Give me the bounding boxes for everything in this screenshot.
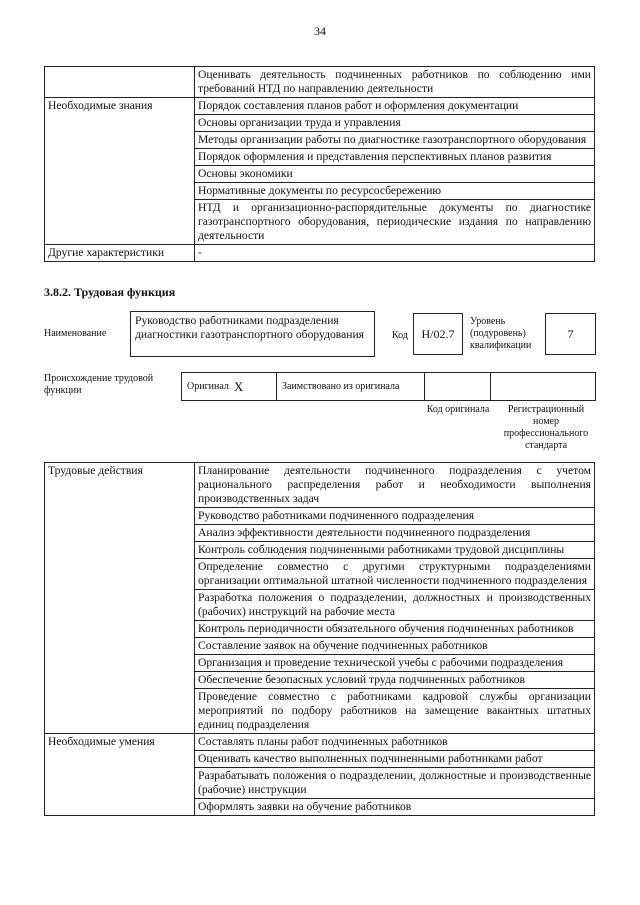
- row-text: Методы организации работы по диагностике газотранспортного оборудования: [195, 132, 595, 149]
- code-value: Н/02.7: [421, 326, 455, 341]
- row-text: Основы экономики: [195, 166, 595, 183]
- origin-table: [181, 372, 596, 401]
- level-value: 7: [567, 326, 574, 341]
- borrowed-label: Заимствовано из оригинала: [282, 380, 400, 392]
- row-text: Контроль периодичности обязательного обучения подчиненных работников: [195, 621, 595, 638]
- row-text: Организация и проведение технической учебы с рабочими подразделения: [195, 655, 595, 672]
- original-label: Оригинал: [187, 380, 229, 392]
- actions-table: [44, 462, 595, 816]
- row-text: Составление заявок на обучение подчиненных работников: [195, 638, 595, 655]
- table-row: [45, 245, 595, 262]
- row-text: Разработка положения о подразделении, должностных и производственных (рабочих) инструкций на рабочие места: [195, 590, 595, 621]
- row-text: -: [195, 245, 595, 262]
- code-label: Код: [392, 330, 408, 341]
- name-label: Наименование: [44, 328, 107, 339]
- row-text: Контроль соблюдения подчиненными работниками трудовой дисциплины: [195, 542, 595, 559]
- row-text: Определение совместно с другими структурными подразделениями организации оптимальной штатной численности подчиненного подразделения: [195, 559, 595, 590]
- row-text: Анализ эффективности деятельности подчиненного подразделения: [195, 525, 595, 542]
- row-label: [45, 67, 195, 98]
- row-text: Оформлять заявки на обучение работников: [195, 799, 595, 816]
- row-text: Оценивать качество выполненных подчиненными работниками работ: [195, 751, 595, 768]
- table-row: [45, 67, 595, 98]
- reg-number-caption: Регистрационный номер профессионального стандарта: [503, 404, 589, 451]
- function-name: Руководство работниками подразделения диагностики газотранспортного оборудования: [135, 314, 364, 341]
- row-text: Порядок составления планов работ и оформления документации: [195, 98, 595, 115]
- original-cell: [182, 373, 277, 400]
- table-row: [45, 463, 595, 508]
- origin-code-cell: [425, 373, 491, 400]
- function-name-box: [130, 311, 375, 357]
- row-text: Порядок оформления и представления перспективных планов развития: [195, 149, 595, 166]
- section-heading: 3.8.2. Трудовая функция: [44, 285, 176, 299]
- row-text: Проведение совместно с работниками кадровой службы организации мероприятий по подбору работников на замещение вакантных штатных единиц подразделения: [195, 689, 595, 734]
- borrowed-cell: [277, 373, 425, 400]
- row-text: Оценивать деятельность подчиненных работников по соблюдению ими требований НТД по направлению деятельности: [195, 67, 595, 98]
- row-label-knowledge: Необходимые знания: [45, 98, 195, 245]
- row-text: Руководство работниками подчиненного подразделения: [195, 508, 595, 525]
- row-label-skills: Необходимые умения: [45, 734, 195, 816]
- row-label-actions: Трудовые действия: [45, 463, 195, 734]
- origin-label: Происхождение трудовой функции: [44, 373, 154, 396]
- table-row: [45, 98, 595, 115]
- row-text: Разрабатывать положения о подразделении, должностные и производственные (рабочие) инструкции: [195, 768, 595, 799]
- row-text: Нормативные документы по ресурсосбережению: [195, 183, 595, 200]
- row-text: Основы организации труда и управления: [195, 115, 595, 132]
- row-text: Обеспечение безопасных условий труда подчиненных работников: [195, 672, 595, 689]
- original-mark: Х: [233, 378, 244, 394]
- row-text: Планирование деятельности подчиненного подразделения с учетом рационального распределения работ и необходимости выполнения производственных задач: [195, 463, 595, 508]
- row-text: НТД и организационно-распорядительные документы по диагностике газотранспортного оборудования, периодические издания по направлению деятельности: [195, 200, 595, 245]
- knowledge-table: [44, 66, 595, 262]
- level-label: Уровень (подуровень) квалификации: [470, 316, 532, 351]
- row-label-other: Другие характеристики: [45, 245, 195, 262]
- page-number: 34: [314, 24, 326, 38]
- table-row: [45, 734, 595, 751]
- code-box: [413, 313, 463, 355]
- row-text: Составлять планы работ подчиненных работников: [195, 734, 595, 751]
- level-box: [545, 313, 596, 355]
- origin-code-caption: Код оригинала: [426, 404, 490, 415]
